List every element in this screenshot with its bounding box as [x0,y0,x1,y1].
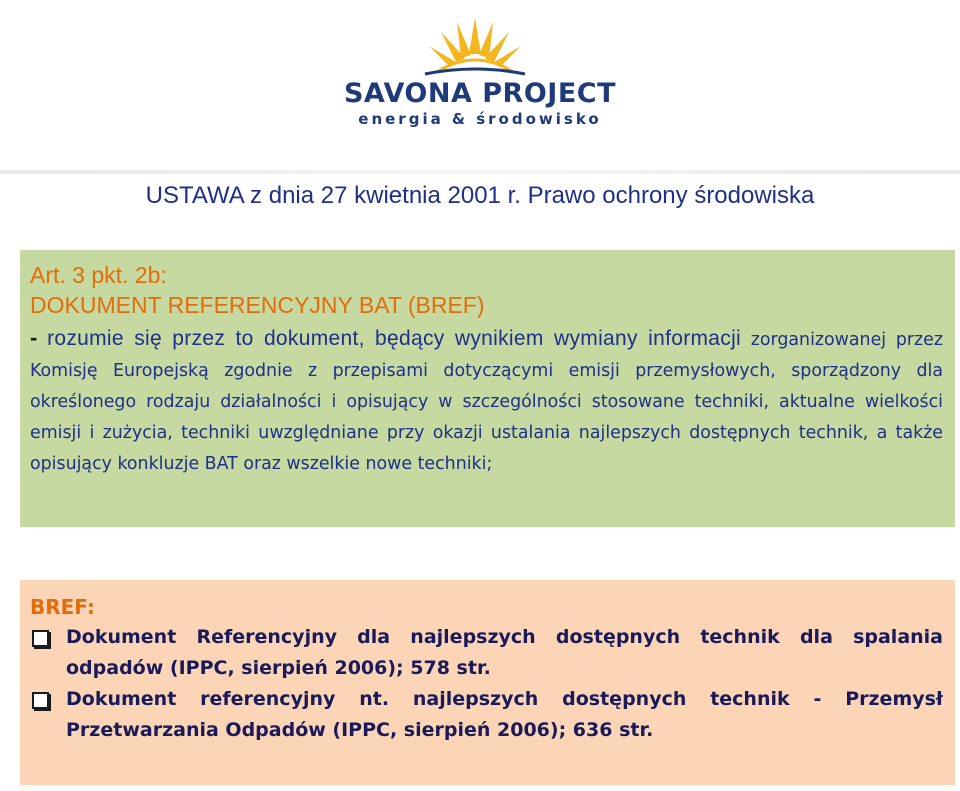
definition-body: zorganizowanej przez Komisję Europejską zgodnie z przepisami dotyczącymi emisji przemysłowych, sporządzony dla określonego rodzaju działalności i opisujący w szczególności stosowane techniki, aktualne wielkości emisji i zużycia, techniki uwzględniane przy okazji ustalania najlepszych dostępnych technik, a także [30,330,943,443]
definition-heading: DOKUMENT REFERENCYJNY BAT (BREF) [30,292,485,318]
company-logo [320,14,640,154]
page-title: USTAWA z dnia 27 kwietnia 2001 r. Prawo ochrony środowiska [145,182,815,209]
header-divider [0,170,960,174]
logo-tagline: energia & środowisko [358,110,602,128]
definition-last: opisujący konkluzje BAT oraz wszelkie nowe techniki; [30,454,493,474]
bref-item [30,622,943,684]
definition-dash: - [30,325,38,350]
article-reference: Art. 3 pkt. 2b: [30,262,167,288]
sun-logo-icon [415,14,535,76]
definition-text [30,322,943,480]
logo-name: SAVONA PROJECT [343,78,617,109]
bref-item-text: Dokument Referencyjny dla najlepszych dostępnych technik dla spalania odpadów (IPPC, sierpień 2006); 578 str. [66,626,943,679]
bref-item [30,684,943,746]
definition-lead: rozumie się przez to dokument, będący wynikiem wymiany informacji [47,327,741,350]
bref-label: BREF: [30,595,95,619]
bref-item-text: Dokument referencyjny nt. najlepszych dostępnych technik - Przemysł Przetwarzania Odpadów (IPPC, sierpień 2006); 636 str. [66,688,943,741]
bref-panel [20,580,955,785]
definition-panel [20,250,955,527]
checkbox-icon [32,692,49,709]
checkbox-icon [32,630,49,647]
